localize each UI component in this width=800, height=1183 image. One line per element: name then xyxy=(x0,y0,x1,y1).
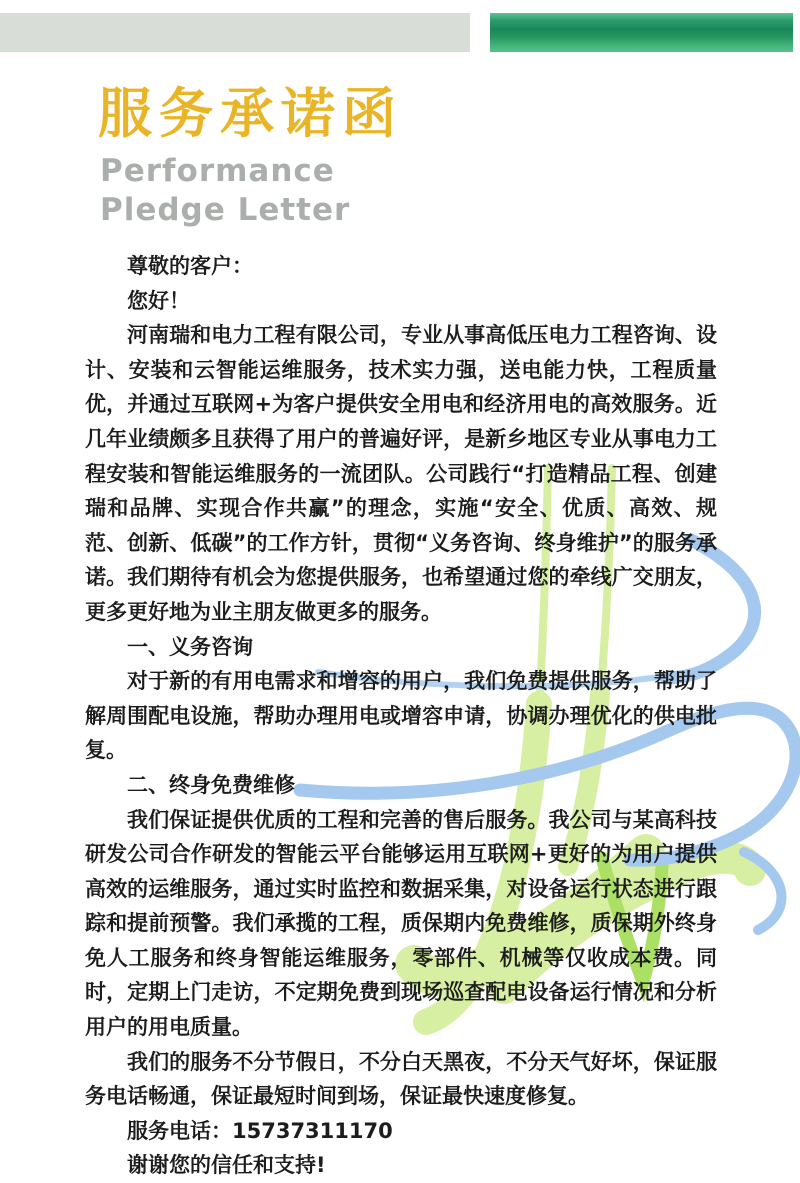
availability-paragraph: 我们的服务不分节假日，不分白天黑夜，不分天气好坏，保证服务电话畅通，保证最短时间到场，保证最快速度修复。 xyxy=(85,1049,717,1109)
subtitle-line-2: Pledge Letter xyxy=(100,192,351,228)
header-bar-gray xyxy=(0,13,470,52)
section-1-paragraph: 对于新的有用电需求和增容的用户，我们免费提供服务，帮助了解周围配电设施，帮助办理用电或增容申请，协调办理优化的供电批复。 xyxy=(85,669,717,763)
section-1-heading: 一、义务咨询 xyxy=(127,634,253,659)
phone-line xyxy=(85,1114,717,1149)
page-title: 服务承诺函 xyxy=(98,82,403,145)
greeting-line: 您好！ xyxy=(127,288,190,313)
thanks-line: 谢谢您的信任和支持! xyxy=(127,1153,326,1178)
section-2-heading: 二、终身免费维修 xyxy=(127,772,295,797)
subtitle-line-1: Performance xyxy=(100,153,335,189)
letter-body xyxy=(85,249,717,1183)
salutation-line: 尊敬的客户： xyxy=(127,254,253,278)
page-subtitle-en xyxy=(100,152,350,230)
phone-number: 15737311170 xyxy=(232,1118,393,1143)
intro-paragraph: 河南瑞和电力工程有限公司，专业从事高低压电力工程咨询、设计、安装和云智能运维服务，技术实力强，送电能力快，工程质量优，并通过互联网+为客户提供安全用电和经济用电的高效服务。近几年业绩颇多且获得了用户的普遍好评，是新乡地区专业从事电力工程安装和智能运维服务的一流团队。公司践行“打造精品工程、创建瑞和品牌、实现合作共赢”的理念，实施“安全、优质、高效、规范、创新、低碳”的工作方针，贯彻“义务咨询、终身维护”的服务承诺。我们期待有机会为您提供服务，也希望通过您的牵线广交朋友，更多更好地为业主朋友做更多的服务。 xyxy=(85,323,717,624)
header-bar-green xyxy=(490,13,793,52)
phone-label: 服务电话： xyxy=(127,1118,232,1143)
section-2-paragraph: 我们保证提供优质的工程和完善的售后服务。我公司与某高科技研发公司合作研发的智能云平台能够运用互联网+更好的为用户提供高效的运维服务，通过实时监控和数据采集，对设备运行状态进行跟踪和提前预警。我们承揽的工程，质保期内免费维修，质保期外终身免人工服务和终身智能运维服务，零部件、机械等仅收成本费。同时，定期上门走访，不定期免费到现场巡查配电设备运行情况和分析用户的用电质量。 xyxy=(85,807,717,1040)
